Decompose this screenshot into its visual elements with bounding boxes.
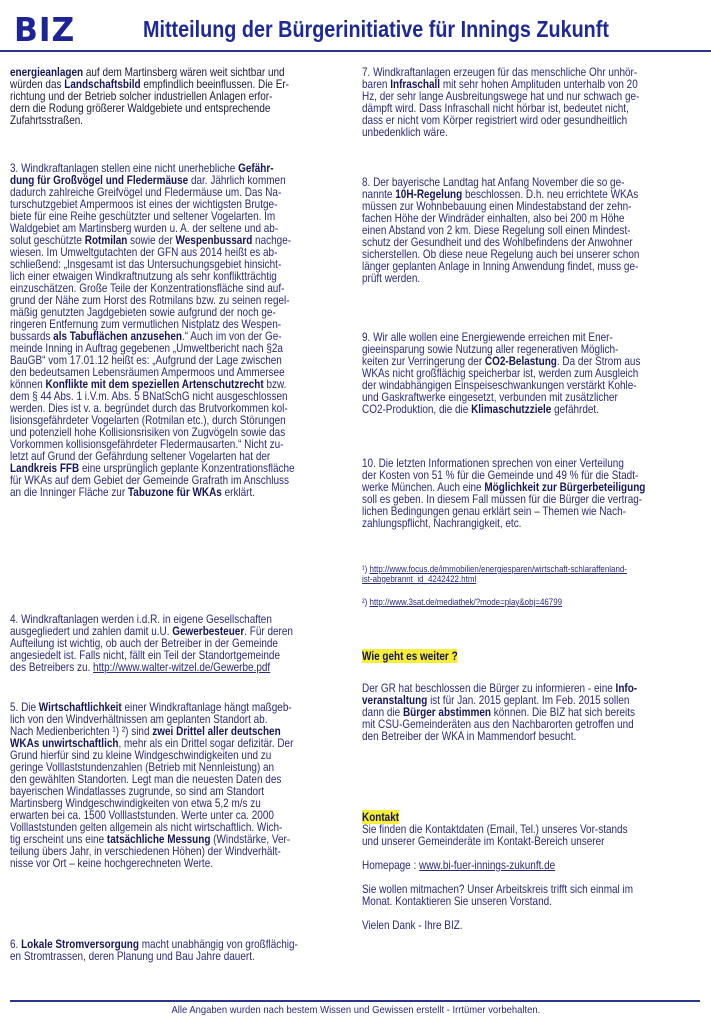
- text: grund der Nähe zum Horst des Rotmilans bzw. zu seinen regel-: [10, 293, 290, 307]
- text: nannte: [362, 187, 396, 201]
- text-line: [10, 76, 290, 91]
- text: turschutzgebiet Ampermoos ist eines der wichtigsten Brutge-: [10, 197, 278, 211]
- highlighted-heading: Kontakt: [362, 810, 400, 824]
- text: schließend: „Insgesamt ist das Untersuchungsgebiet hinsicht-: [10, 257, 282, 271]
- text: Homepage :: [362, 858, 420, 872]
- text: CO2-Produktion, die die: [362, 402, 472, 416]
- text-line: [362, 834, 633, 846]
- text: bzw.: [263, 377, 287, 391]
- text-line: [10, 784, 293, 796]
- text: biete für eine Reihe geschützter und seltener Vogelarten. Im: [10, 209, 276, 223]
- bold-text: Landkreis FFB: [10, 461, 80, 475]
- text-line: [10, 612, 293, 624]
- text: ist für Jan. 2015 geplant. Im Feb. 2015 sollen: [427, 693, 630, 707]
- text: gefährdet.: [551, 402, 599, 416]
- text: Sie finden die Kontaktdaten (Email, Tel.) unseres Vor-stands: [362, 822, 628, 836]
- text: ringeren Entfernung zum vermutlichen Nistplatz des Wespen-: [10, 317, 282, 331]
- text: keiten zur Verringerung der: [362, 354, 485, 368]
- text-line: [362, 247, 639, 259]
- text: zahlungspflicht, Nachrangigkeit, etc.: [362, 516, 522, 530]
- bold-text: Info-: [615, 681, 638, 695]
- text-line: [362, 402, 640, 414]
- text-line: [362, 100, 639, 115]
- text-line: [362, 259, 639, 271]
- text: sicherstellen. Ob diese neue Regelung auch bei unserer schon: [362, 247, 640, 261]
- text: Nach Medienberichten ¹) ²) sind: [10, 724, 153, 738]
- bold-text: Wespenbussard: [175, 233, 253, 247]
- text-line: [10, 341, 295, 353]
- text-line: [362, 378, 640, 390]
- text-line: [10, 401, 295, 413]
- text: nachge-: [252, 233, 292, 247]
- text: Aufteilung ist wichtig, ob auch der Betreiber in der Gemeinde: [10, 636, 278, 650]
- bold-text: Lokale Stromversorgung: [21, 937, 139, 951]
- text: und Gaskraftwerke eingesetzt, verbunden mit zusätzlicher: [362, 390, 618, 404]
- text: angesiedelt ist. Falls nicht, fällt ein Teil der Standortgemeinde: [10, 648, 280, 662]
- text: Volllaststunden gelten allgemein als nicht wirtschaftlich. Wich-: [10, 820, 283, 834]
- text: dann die: [362, 705, 403, 719]
- text: den gewählten Standorten. Legt man die neuesten Daten des: [10, 772, 282, 786]
- text-line: [10, 161, 295, 173]
- bold-text: Bürger abstimmen: [402, 705, 492, 719]
- text: Zufahrtsstraßen.: [10, 113, 84, 127]
- text: fachen Höhe der Windräder einhalten, also bei 200 m Höhe: [362, 211, 625, 225]
- text: Grund hierfür sind zu kleine Windgeschwindigkeiten und zu: [10, 748, 272, 762]
- text-line: [362, 390, 640, 402]
- text-line: [10, 245, 295, 257]
- text-line: [362, 342, 640, 354]
- text: und potenziell hohe Kollisionsrisiken von Zugvögeln sowie das: [10, 425, 286, 439]
- text: bussards: [10, 329, 54, 343]
- bold-text: Gefähr-: [238, 161, 274, 175]
- text-line: [10, 796, 293, 808]
- text: können. Die BIZ hat sich bereits: [491, 705, 635, 719]
- text-line: [362, 330, 640, 342]
- text-line: [10, 473, 295, 485]
- text-line: [362, 858, 633, 870]
- text: 4. Windkraftanlagen werden i.d.R. in eigene Gesellschaften: [10, 612, 272, 626]
- text: dern die Rodung größerer Waldgebiete und entsprechende: [10, 101, 271, 115]
- text: und unserer Gemeinderäte im Kontakt-Bereich unserer: [362, 834, 605, 848]
- text: dadurch zahlreiche Greifvögel und Fledermäuse um. Das Na-: [10, 185, 282, 199]
- text-line: [362, 716, 637, 731]
- text: mit sehr hohen Amplituden unterhalb von 20: [440, 77, 638, 91]
- text-line: [10, 772, 293, 784]
- text: eine ursprünglich geplante Konzentrationsfläche: [79, 461, 295, 475]
- text: WKAs nicht großflächig speicherbar ist, werden zum Ausgleich: [362, 366, 639, 380]
- paragraph-7-infrasound: [362, 64, 640, 139]
- text-line: [362, 564, 627, 574]
- text: für WKAs auf dem Gebiet der Gemeinde Grafrath im Anschluss: [10, 473, 289, 487]
- text: 10. Die letzten Informationen sprechen von einer Verteilung: [362, 456, 624, 470]
- text-line: [10, 293, 295, 305]
- text-line: [10, 281, 295, 293]
- text-line: [10, 233, 295, 245]
- text-line: [10, 624, 293, 636]
- text-line: [362, 467, 645, 482]
- text: empfindlich beeinflussen. Die Er-: [140, 77, 290, 91]
- text-line: [10, 808, 293, 820]
- text-line: [10, 437, 295, 449]
- text-line: [10, 305, 295, 317]
- text: lich von den Windverhältnissen am geplanten Standort ab.: [10, 712, 268, 726]
- paragraph-8-10h-rule: [362, 175, 639, 283]
- text-line: [10, 748, 293, 760]
- text: bayerischen Windatlasses zugrunde, so sind am Standort: [10, 784, 265, 798]
- highlighted-heading: Wie geht es weiter ?: [362, 649, 458, 663]
- text-line: [10, 377, 295, 389]
- text: 3. Windkraftanlagen stellen eine nicht unerhebliche: [10, 161, 239, 175]
- text: geringe Volllaststundenzahlen (Betrieb mit Nennleistung) an: [10, 760, 275, 774]
- text-line: [362, 574, 627, 584]
- text-line: [10, 736, 293, 748]
- text-line: [362, 199, 639, 211]
- text: meinde Inning in Auftrag gegebenen „Umweltbericht nach §2a: [10, 341, 283, 355]
- text: ²): [362, 597, 370, 608]
- bold-text: Landschaftsbild: [64, 77, 141, 91]
- text: 7. Windkraftanlagen erzeugen für das menschliche Ohr unhör-: [362, 65, 638, 79]
- text-line: [362, 810, 633, 822]
- text-line: [10, 461, 295, 473]
- bold-text: zwei Drittel aller deutschen: [152, 724, 281, 738]
- bold-text: Infraschall: [390, 77, 441, 91]
- text: länger geplanten Anlage in Inning Anwendung findet, muss ge-: [362, 259, 639, 273]
- text: lisionsgefährdeter Vogelarten (Rotmilan etc.), durch Störungen: [10, 413, 286, 427]
- text-line: [10, 660, 293, 672]
- link[interactable]: http://www.3sat.de/mediathek/?mode=play&obj=46799: [369, 597, 563, 608]
- text-line: [362, 503, 645, 518]
- text: einen Abstand von 2 km. Diese Regelung soll einen Mindest-: [362, 223, 631, 237]
- text-line: [362, 479, 646, 494]
- text: . Da der Strom aus: [556, 354, 641, 368]
- text-line: [362, 882, 633, 894]
- text: prüft werden.: [362, 271, 421, 285]
- text-line: [10, 724, 293, 736]
- paragraph-4-trade-tax: [10, 612, 293, 672]
- paragraph-next-steps: [362, 680, 638, 743]
- text: letzt auf Grund der Gefährdung seltener Vogelarten hat der: [10, 449, 271, 463]
- link[interactable]: ist-abgebrannt_id_4242422.html: [362, 573, 477, 585]
- text-line: [10, 365, 295, 377]
- text: Hz, der sehr lange Ausbreitungswege hat und nur schwach ge-: [362, 89, 640, 103]
- text: wiesen. Im Umweltgutachten der GFN aus 2014 heißt es ab-: [10, 245, 278, 259]
- bold-text: Wirtschaftlichkeit: [38, 700, 122, 714]
- bold-text: dung für Großvögel und Fledermäuse: [10, 173, 189, 187]
- text: dass er nicht vom Körper registriert wird oder gesundheitlich: [362, 113, 628, 127]
- text: gieeinsparung sowie Nutzung aller regenerativen Möglich-: [362, 342, 619, 356]
- text: en Stromtrassen, deren Planung und Bau Jahre dauert.: [10, 949, 255, 963]
- text: 5. Die: [10, 700, 39, 714]
- text: dem § 44 Abs. 1 i.V.m. Abs. 5 BNatSchG nicht ausgeschlossen: [10, 389, 288, 403]
- text: 9. Wir alle wollen eine Energiewende erreichen mit Ener-: [362, 330, 613, 344]
- paragraph-5-economics: [10, 700, 293, 868]
- text: müssen zur Wohnbebauung einen Mindestabstand der zehn-: [362, 199, 632, 213]
- text: nisse vor Ort – keine hochgerechneten Werte.: [10, 856, 213, 870]
- bold-text: als Tabuflächen anzusehen: [53, 329, 182, 343]
- text-line: [10, 648, 293, 660]
- text: 6.: [10, 937, 22, 951]
- text: Der GR hat beschlossen die Bürger zu informieren - eine: [362, 681, 616, 695]
- text: sowie der: [127, 233, 176, 247]
- text-line: [362, 680, 638, 695]
- text: beschlossen. D.h. neu errichtete WKAs: [462, 187, 639, 201]
- footer-text: Alle Angaben wurden nach bestem Wissen und Gewissen erstellt - Irrtümer vorbehalten.: [171, 1004, 540, 1016]
- bold-text: Konflikte mit dem speziellen Artenschutzrecht: [45, 377, 264, 391]
- text-line: [10, 353, 295, 365]
- text: solut geschützte: [10, 233, 85, 247]
- text: mit CSU-Gemeinderäten aus den Nachbarorten getroffen und: [362, 717, 634, 731]
- text-line: [10, 712, 293, 724]
- text-line: [362, 88, 640, 103]
- text-line: [10, 936, 298, 951]
- text-line: [10, 485, 295, 497]
- bold-text: WKAs unwirtschaftlich: [10, 736, 119, 750]
- text: Martinsberg Windgeschwindigkeiten von etwa 5,2 m/s zu: [10, 796, 261, 810]
- text-line: [362, 491, 645, 506]
- text: ausgegliedert und zahlen damit u.U.: [10, 624, 173, 638]
- text-line: [362, 235, 639, 247]
- bold-text: Klimaschutzziele: [471, 402, 552, 416]
- text: . Für deren: [244, 624, 293, 638]
- text: tig erscheint uns eine: [10, 832, 107, 846]
- text-line: [362, 692, 637, 707]
- text-line: [10, 389, 295, 401]
- text-line: [10, 820, 293, 832]
- paragraph-10-costs: [362, 455, 646, 530]
- text-line: [10, 700, 293, 712]
- text-line: [10, 221, 295, 233]
- text-line: [10, 948, 298, 963]
- bold-text: Tabuzone für WKAs: [127, 485, 222, 499]
- text-line: [362, 822, 633, 834]
- text: (Windstärke, Ver-: [210, 832, 291, 846]
- text: schutz der Gesundheit und des Wohlbefindens der Anwohner: [362, 235, 633, 249]
- text: werden. Dies ist v. a. begründet durch das Brutvorkommen kol-: [10, 401, 288, 415]
- paragraph-6-local-power: [10, 936, 298, 963]
- text-line: [10, 257, 295, 269]
- text: werke München. Auch eine: [362, 480, 485, 494]
- text: dämpft wird. Dass Infraschall nicht hörbar ist, bedeutet nicht,: [362, 101, 629, 115]
- text-line: [10, 832, 293, 844]
- text-line: [362, 704, 637, 719]
- text: einer Windkraftanlage hängt maßgeb-: [121, 700, 292, 714]
- text: BauGB“ vom 17.01.12 heißt es: „Aufgrund der Lage zwischen: [10, 353, 282, 367]
- text: der Kosten von 51 % für die Gemeinde und 49 % für die Stadt-: [362, 468, 639, 482]
- text-line: [362, 366, 640, 378]
- bold-text: tatsächliche Messung: [106, 832, 211, 846]
- text-line: [10, 100, 289, 115]
- text-line: [362, 64, 639, 79]
- text-line: [10, 197, 295, 209]
- text: baren: [362, 77, 391, 91]
- text-line: [362, 597, 562, 607]
- footnote-2: [362, 597, 562, 607]
- text: lich einer etwaigen Windkraftnutzung als sehr konfliktträchtig: [10, 269, 277, 283]
- text: Monat. Kontaktieren Sie unseren Vorstand.: [362, 894, 552, 908]
- text: unbedenklich wäre.: [362, 125, 448, 139]
- footer-divider: [10, 1000, 700, 1002]
- text: ¹): [362, 564, 370, 575]
- text: erwarten bei ca. 1500 Volllaststunden. Werte unter ca. 2000: [10, 808, 274, 822]
- paragraph-landscape: [10, 64, 290, 127]
- text-line: [10, 209, 295, 221]
- text-line: [362, 211, 639, 223]
- text: richtung und der Betrieb solcher industriellen Anlagen erfor-: [10, 89, 273, 103]
- text: lichen Bedingungen genau erklärt sein – Themen wie Nach-: [362, 504, 626, 518]
- text-line: [10, 760, 293, 772]
- text-line: [362, 455, 645, 470]
- text-line: [10, 317, 295, 329]
- text-line: [10, 185, 295, 197]
- text-line: [362, 187, 639, 199]
- link[interactable]: www.bi-fuer-innings-zukunft.de: [419, 858, 556, 872]
- text: erklärt.: [221, 485, 256, 499]
- section-heading-next-steps: [362, 648, 458, 663]
- text: den Betreiber der WKA in Mammendorf besucht.: [362, 729, 577, 743]
- link[interactable]: http://www.focus.de/immobilien/energiesparen/wirtschaft-schlaraffenland-: [369, 564, 627, 575]
- bold-text: energieanlagen: [10, 65, 84, 79]
- header-divider: [0, 50, 711, 52]
- footer-disclaimer: [0, 1004, 711, 1016]
- text: einzuschätzen. Große Teile der Konzentrationsfläche sind auf-: [10, 281, 285, 295]
- text: Vorkommen kollisionsgefährdeter Fledermausarten.“ Nicht zu-: [10, 437, 284, 451]
- text: würden das: [10, 77, 65, 91]
- text: Vielen Dank - Ihre BIZ.: [362, 918, 463, 932]
- link[interactable]: http://www.walter-witzel.de/Gewerbe.pdf: [93, 660, 271, 674]
- page-title: Mitteilung der Bürgerinitiative für Innings Zukunft: [143, 16, 609, 42]
- text-line: [10, 173, 295, 185]
- text-line: [10, 269, 295, 281]
- text-line: [10, 413, 295, 425]
- text: Sie wollen mitmachen? Unser Arbeitskreis trifft sich einmal im: [362, 882, 634, 896]
- paragraph-9-co2: [362, 330, 640, 414]
- text-line: [362, 648, 458, 663]
- text-line: [10, 425, 295, 437]
- text-line: [362, 354, 640, 366]
- text-line: [362, 112, 639, 127]
- text: .“ Auch im von der Ge-: [181, 329, 282, 343]
- text: der windabhängigen Einspeiseschwankungen verstärkt Kohle-: [362, 378, 637, 392]
- text: mäßig genutzten Jagdgebieten sowie aufgrund der noch ge-: [10, 305, 276, 319]
- text-line: [10, 329, 295, 341]
- text-line: [10, 636, 293, 648]
- text: den bedeutsamen Lebensräumen Ampermoos und Ammersee: [10, 365, 285, 379]
- text-line: [362, 223, 639, 235]
- bold-text: veranstaltung: [362, 693, 428, 707]
- bold-text: 10H-Regelung: [395, 187, 463, 201]
- footnote-1: [362, 564, 627, 583]
- text: dar. Jährlich kommen: [188, 173, 286, 187]
- bold-text: Möglichkeit zur Bürgerbeteiligung: [484, 480, 646, 494]
- text-line: [362, 76, 639, 91]
- text: an die Inninger Fläche zur: [10, 485, 128, 499]
- bold-text: Rotmilan: [84, 233, 128, 247]
- text-line: [10, 844, 293, 856]
- text: Waldgebiet am Martinsberg wurden u. A. der seltene und ab-: [10, 221, 279, 235]
- text: auf dem Martinsberg wären weit sichtbar und: [83, 65, 285, 79]
- text-line: [10, 449, 295, 461]
- text: , mehr als ein Drittel sogar defizitär. Der: [118, 736, 294, 750]
- text-line: [362, 918, 633, 930]
- bold-text: CO2-Belastung: [484, 354, 557, 368]
- text: teilung übers Jahr, in verschiedenen Höhen) der Windverhält-: [10, 844, 281, 858]
- paragraph-3-birds-bats: [10, 161, 295, 497]
- text: 8. Der bayerische Landtag hat Anfang November die so ge-: [362, 175, 625, 189]
- text: soll es geben. In diesem Fall müssen für die Bürger die vertrag-: [362, 492, 643, 506]
- text-line: [362, 175, 639, 187]
- contact-section: [362, 810, 633, 930]
- text: können: [10, 377, 46, 391]
- text: macht unabhängig von großflächig-: [138, 937, 298, 951]
- text-line: [10, 88, 289, 103]
- bold-text: Gewerbesteuer: [172, 624, 245, 638]
- text: des Betreibers zu.: [10, 660, 94, 674]
- biz-logo: BIZ: [14, 10, 76, 49]
- text-line: [10, 64, 289, 79]
